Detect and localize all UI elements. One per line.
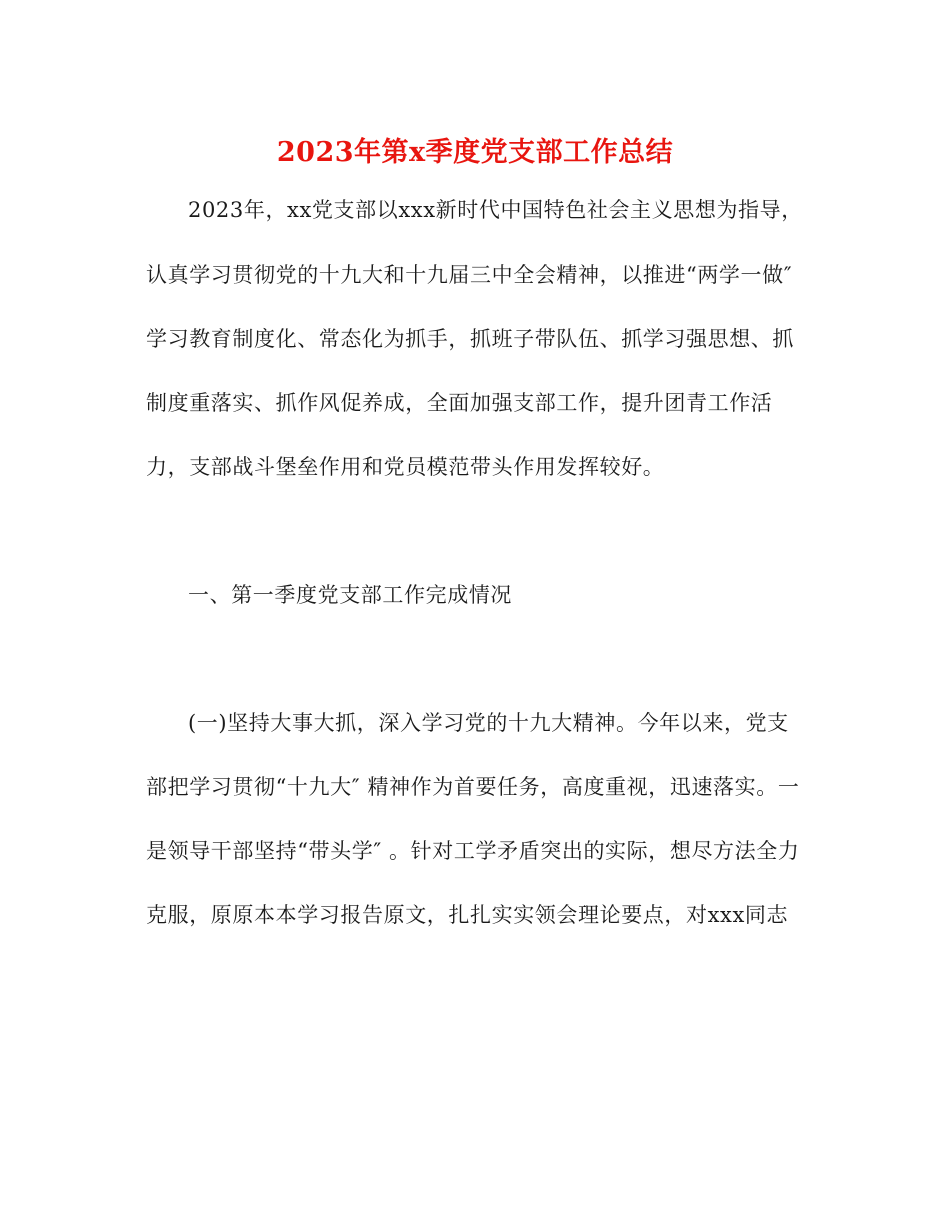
section-heading: 一、第一季度党支部工作完成情况 bbox=[188, 583, 512, 607]
subsection-line-1: (一)坚持大事大抓，深入学习党的十九大精神。今年以来，党支 bbox=[188, 711, 789, 735]
intro-line-2: 认真学习贯彻党的十九大和十九届三中全会精神，以推进“两学一做″ bbox=[146, 263, 793, 287]
intro-line-5: 力，支部战斗堡垒作用和党员模范带头作用发挥较好。 bbox=[146, 455, 665, 479]
subsection-line-3: 是领导干部坚持“带头学″ 。针对工学矛盾突出的实际，想尽方法全力 bbox=[146, 839, 800, 863]
subsection-line-2: 部把学习贯彻“十九大″ 精神作为首要任务，高度重视，迅速落实。一 bbox=[146, 775, 800, 799]
intro-line-1: 2023年，xx党支部以xxx新时代中国特色社会主义思想为指导， bbox=[188, 198, 803, 222]
subsection-line-4: 克服，原原本本学习报告原文，扎扎实实领会理论要点，对xxx同志 bbox=[146, 903, 789, 927]
intro-line-3: 学习教育制度化、常态化为抓手，抓班子带队伍、抓学习强思想、抓 bbox=[146, 327, 794, 351]
document-title: 2023年第x季度党支部工作总结 bbox=[276, 137, 674, 168]
intro-line-4: 制度重落实、抓作风促养成，全面加强支部工作，提升团青工作活 bbox=[146, 391, 773, 415]
